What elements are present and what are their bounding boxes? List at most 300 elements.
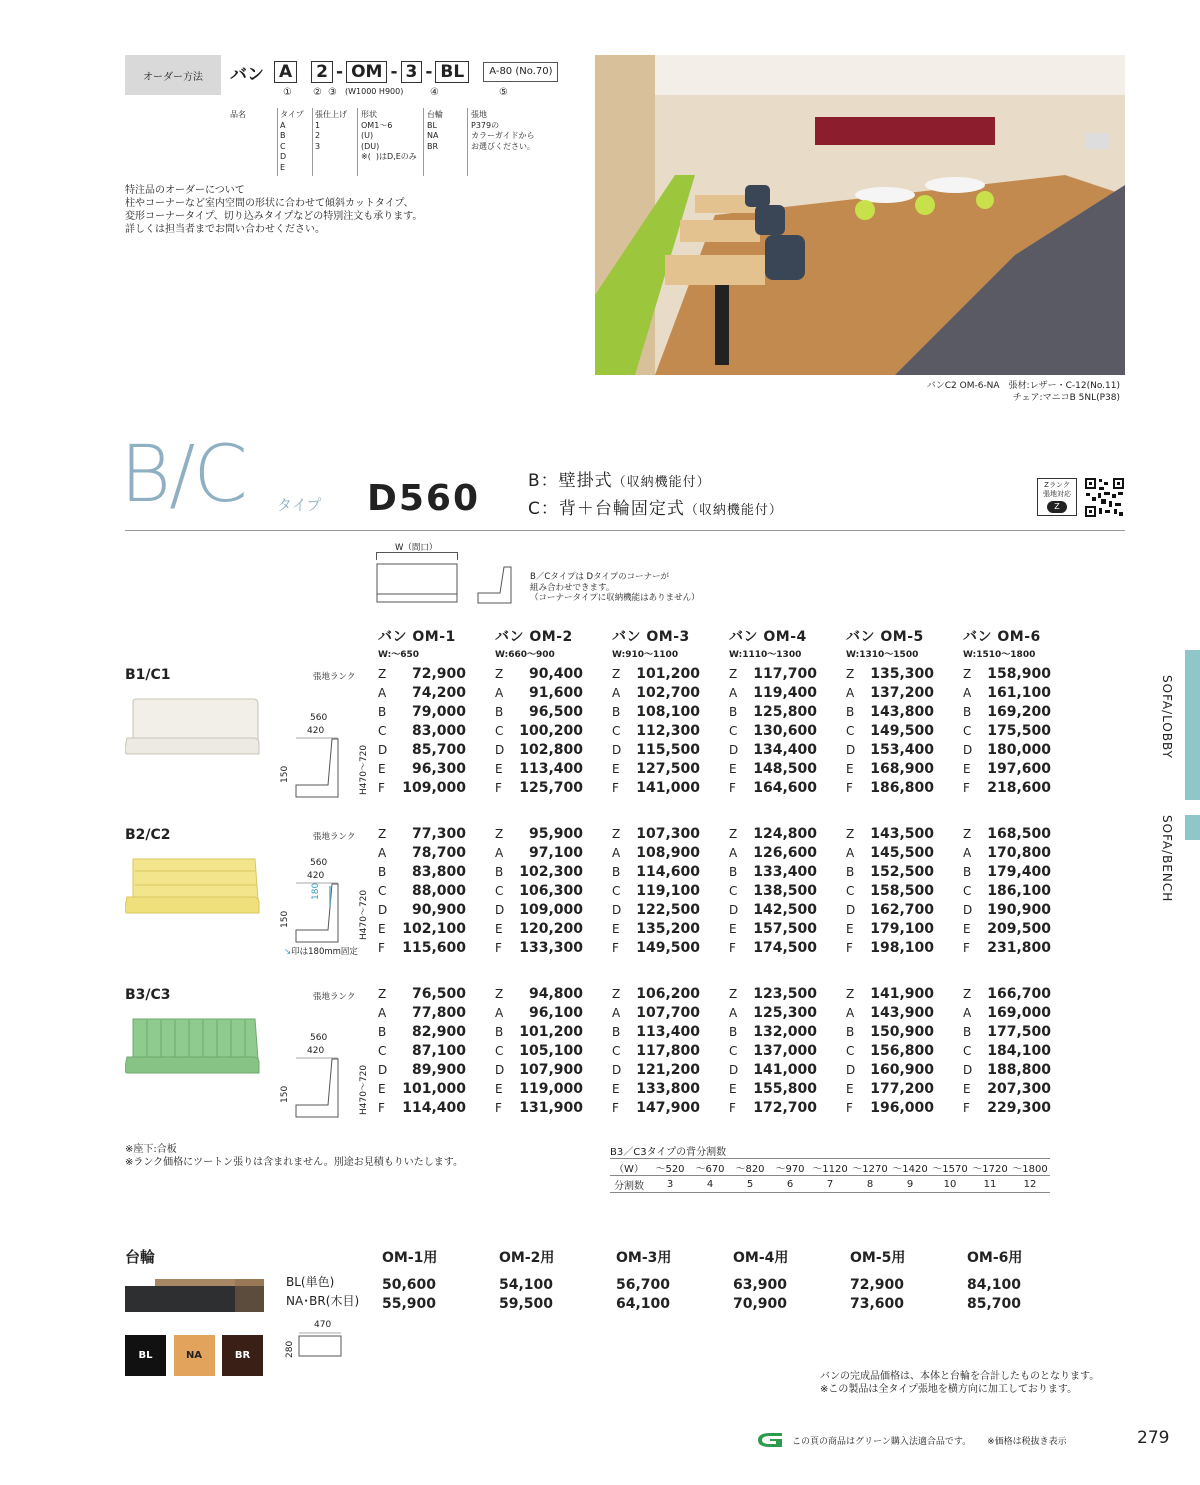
grade-letter: D [729,903,739,917]
price-value: 149,500 [636,940,700,956]
grade-letter: C [612,884,621,898]
price-value: 186,800 [870,780,934,796]
price-value: 119,100 [636,883,700,899]
grade-letter: D [495,903,505,917]
grade-letter: C [729,1044,738,1058]
order-prefix: バン [230,64,264,85]
grade-letter: F [963,1101,970,1115]
num-2: ② [313,87,322,98]
price-value: 196,000 [870,1100,934,1116]
col-fabric: 張地 P379の カラーガイドから お選びください。 [471,110,535,151]
header-divider [125,530,1125,531]
base-price: 70,900 [733,1296,788,1312]
price-column [729,985,839,1118]
price-row [495,1099,605,1118]
zrank-line-1: Zランク [1044,481,1070,489]
grade-letter: D [963,743,973,757]
price-value: 188,800 [987,1062,1051,1078]
price-value: 141,000 [753,1062,817,1078]
side-label-bench: SOFA/BENCH [1160,815,1174,903]
price-value: 198,100 [870,940,934,956]
final-note-1: バンの完成品価格は、本体と台輪を合計したものとなります。 [820,1371,1100,1382]
special-order-notes [125,184,422,236]
price-row [378,1023,488,1042]
base-price-column [733,1247,850,1314]
grade-letter: Z [495,667,504,681]
num-3: ③ [328,87,337,98]
split-width-cell: 〜1800 [1010,1159,1050,1176]
code-size: 3 [401,61,423,83]
price-value: 91,600 [528,685,583,701]
base-price-column [499,1247,616,1314]
col-type: タイプ A B C D E [280,110,304,172]
grade-letter: Z [378,827,387,841]
split-count-cell: 11 [970,1176,1010,1193]
price-value: 164,600 [753,780,817,796]
order-code: バン A 2 - OM - 3 - BL A-80 (No.70) [230,60,558,84]
grade-letter: F [612,941,619,955]
grade-letter: E [378,922,386,936]
grade-letter: C [729,724,738,738]
price-row [729,863,839,882]
price-row [963,1023,1073,1042]
price-column [378,985,488,1118]
price-value: 197,600 [987,761,1051,777]
grade-letter: A [729,686,738,700]
price-row [729,901,839,920]
price-row [846,1099,956,1118]
note-line-2: ※ランク価格にツートン張りは含まれません。別途お見積もりいたします。 [125,1157,463,1168]
price-value: 137,000 [753,1043,817,1059]
price-row [729,825,839,844]
price-value: 107,300 [636,826,700,842]
price-value: 168,500 [987,826,1051,842]
price-row [378,1099,488,1118]
col-header-om4: バン OM-4 W:1110〜1300 [729,629,807,660]
grade-letter: D [963,1063,973,1077]
price-value: 95,900 [528,826,583,842]
price-row [378,703,488,722]
price-value: 149,500 [870,723,934,739]
grade-letter: A [378,686,387,700]
price-value: 177,200 [870,1081,934,1097]
grade-letter: D [612,743,622,757]
desc-c-sub: （収納機能付） [684,503,783,518]
price-row [729,684,839,703]
grade-letter: F [846,1101,853,1115]
price-value: 117,800 [636,1043,700,1059]
col-base: 台輪 BL NA BR [427,110,443,151]
price-value: 113,400 [519,761,583,777]
base-price: 50,600 [382,1277,437,1293]
price-row [729,703,839,722]
price-row [378,985,488,1004]
col-shape: 形状 OM1〜6 (U) (DU) ※( )はD,Eのみ [361,110,417,161]
grade-letter: B [612,865,621,879]
price-row [963,665,1073,684]
split-width-cell: 〜1270 [850,1159,890,1176]
price-value: 169,200 [987,704,1051,720]
price-row [846,741,956,760]
price-row [963,722,1073,741]
price-value: 125,300 [753,1005,817,1021]
price-row [495,939,605,958]
price-row [963,1080,1073,1099]
grade-letter: D [846,743,856,757]
split-count-cell: 3 [650,1176,690,1193]
price-row [612,1004,722,1023]
grade-letter: C [495,884,504,898]
grade-letter: D [846,1063,856,1077]
price-value: 131,900 [519,1100,583,1116]
price-row [495,1023,605,1042]
grade-letter: B [495,1025,504,1039]
price-value: 77,300 [411,826,466,842]
price-column [495,825,605,958]
grade-letter: F [612,781,619,795]
special-line-2: 変形コーナータイプ、切り込みタイプなどの特別注文も承ります。 [125,211,423,222]
price-value: 96,500 [528,704,583,720]
price-value: 169,000 [987,1005,1051,1021]
grade-letter: B [729,1025,738,1039]
price-value: 97,100 [528,845,583,861]
price-value: 148,500 [753,761,817,777]
price-row [963,825,1073,844]
price-row [378,920,488,939]
price-value: 179,400 [987,864,1051,880]
price-row [378,1042,488,1061]
price-value: 83,800 [411,864,466,880]
col-header-om5: バン OM-5 W:1310〜1500 [846,629,924,660]
split-count-cell: 5 [730,1176,770,1193]
price-column [846,985,956,1118]
price-row [729,1004,839,1023]
price-value: 96,100 [528,1005,583,1021]
grade-letter: D [612,1063,622,1077]
side-tab-sofa-bench[interactable] [1185,815,1200,840]
price-value: 186,100 [987,883,1051,899]
grade-letter: Z [378,667,387,681]
col-header-om2: バン OM-2 W:660〜900 [495,629,573,660]
grade-letter: C [495,1044,504,1058]
price-row [495,844,605,863]
grade-letter: E [846,1082,854,1096]
base-price-column [850,1247,967,1314]
price-row [846,779,956,798]
price-value: 130,600 [753,723,817,739]
room-photo [595,55,1125,375]
price-row [495,1042,605,1061]
grade-letter: D [378,1063,388,1077]
price-value: 106,200 [636,986,700,1002]
price-column [846,665,956,798]
price-row [846,1004,956,1023]
grade-letter: E [612,922,620,936]
grade-letter: E [729,1082,737,1096]
price-column [963,665,1073,798]
grade-letter: A [612,686,621,700]
price-column [495,985,605,1118]
qr-code-icon[interactable] [1084,477,1125,518]
price-value: 134,400 [753,742,817,758]
price-value: 107,900 [519,1062,583,1078]
price-row [963,779,1073,798]
base-na-label: NA･BR(木目) [286,1294,360,1308]
dim-180: 180 [311,882,321,900]
grade-letter: D [495,743,505,757]
price-value: 85,700 [411,742,466,758]
base-col-header: OM-2用 [499,1250,555,1266]
grade-letter: Z [846,667,855,681]
grade-letter: D [378,743,388,757]
price-value: 90,400 [528,666,583,682]
price-value: 115,600 [402,940,466,956]
grade-letter: B [963,865,972,879]
price-row [963,760,1073,779]
grade-letter: E [612,1082,620,1096]
rank-label-2: 張地ランク [313,832,356,842]
dim-560: 560 [310,713,328,723]
price-row [612,882,722,901]
grade-letter: C [846,1044,855,1058]
grade-letter: D [378,903,388,917]
price-row [378,722,488,741]
price-value: 79,000 [411,704,466,720]
price-row [846,844,956,863]
col-hinmei: 品名 [230,110,246,119]
grade-letter: B [846,865,855,879]
price-value: 145,500 [870,845,934,861]
special-line-3: 詳しくは担当者までお問い合わせください。 [125,224,325,235]
grade-letter: D [846,903,856,917]
price-value: 87,100 [411,1043,466,1059]
base-price: 54,100 [499,1277,554,1293]
col-header-om6: バン OM-6 W:1510〜1800 [963,629,1041,660]
grade-letter: E [612,762,620,776]
num-1: ① [283,87,292,98]
price-value: 137,200 [870,685,934,701]
base-price-column [616,1247,733,1314]
grade-letter: B [495,865,504,879]
price-row [846,684,956,703]
grade-letter: F [495,1101,502,1115]
order-method-label: オーダー方法 [125,55,221,95]
grade-letter: D [729,1063,739,1077]
model-number: D560 [367,478,481,519]
split-count-cell: 9 [890,1176,930,1193]
grade-letter: F [378,781,385,795]
base-price: 55,900 [382,1296,437,1312]
grade-letter: B [612,1025,621,1039]
col-finish: 張仕上げ 1 2 3 [315,110,347,151]
note-line-1: ※座下:合板 [125,1144,177,1155]
code-finish: 2 [311,61,333,83]
split-width-cell: 〜670 [690,1159,730,1176]
price-value: 105,100 [519,1043,583,1059]
caption-line-2: チェア:マニコB 5NL(P38) [1012,393,1120,403]
footer-green-text: この頁の商品はグリーン購入法適合品です。 [792,1436,972,1447]
price-column [963,825,1073,958]
grade-letter: Z [495,827,504,841]
grade-letter: B [495,705,504,719]
price-row [612,863,722,882]
price-row [378,760,488,779]
desc-b-sub: （収納機能付） [612,475,711,490]
price-row [612,665,722,684]
price-column [378,665,488,798]
price-value: 175,500 [987,723,1051,739]
price-row [495,985,605,1004]
price-value: 113,400 [636,1024,700,1040]
split-width-cell: 〜820 [730,1159,770,1176]
price-column [729,825,839,958]
grade-letter: C [729,884,738,898]
price-row [963,741,1073,760]
side-tab-sofa-lobby[interactable] [1185,650,1200,800]
price-column [729,665,839,798]
price-value: 162,700 [870,902,934,918]
price-row [378,1004,488,1023]
price-value: 101,200 [636,666,700,682]
grade-letter: Z [729,827,738,841]
price-row [612,684,722,703]
rank-label-3: 張地ランク [313,992,356,1002]
grade-letter: A [963,1006,972,1020]
price-value: 72,900 [411,666,466,682]
grade-letter: Z [729,987,738,1001]
price-value: 135,300 [870,666,934,682]
grade-letter: Z [963,667,972,681]
price-row [612,1042,722,1061]
price-value: 133,400 [753,864,817,880]
grade-letter: D [612,903,622,917]
dim-height: H470〜720 [359,744,369,795]
price-value: 207,300 [987,1081,1051,1097]
grade-letter: E [495,762,503,776]
grade-letter: D [963,903,973,917]
price-row [378,779,488,798]
price-row [846,665,956,684]
size-note: (W1000 H900) [345,87,404,96]
price-row [495,779,605,798]
price-row [963,920,1073,939]
price-value: 152,500 [870,864,934,880]
price-row [963,985,1073,1004]
grade-letter: Z [963,827,972,841]
price-value: 138,500 [753,883,817,899]
row-label-b2c2: B2/C2 [125,827,171,843]
grade-letter: E [729,762,737,776]
price-value: 102,800 [519,742,583,758]
w-label: W（間口） [395,543,438,553]
grade-letter: E [963,762,971,776]
price-row [846,939,956,958]
price-value: 83,000 [411,723,466,739]
price-row [378,741,488,760]
grade-letter: A [495,1006,504,1020]
price-row [378,1061,488,1080]
price-value: 155,800 [753,1081,817,1097]
product-image-b3c3 [125,1017,260,1083]
split-width-cell: 〜1720 [970,1159,1010,1176]
price-value: 107,700 [636,1005,700,1021]
dim-420: 420 [307,1046,325,1056]
split-width-cell: 〜520 [650,1159,690,1176]
price-value: 88,000 [411,883,466,899]
dim-150: 150 [280,765,290,783]
product-image-b1c1 [125,698,260,764]
split-count-cell: 4 [690,1176,730,1193]
grade-letter: F [612,1101,619,1115]
price-row [963,901,1073,920]
split-width-cell: 〜1120 [810,1159,850,1176]
price-row [963,703,1073,722]
price-value: 112,300 [636,723,700,739]
price-column [612,665,722,798]
grade-letter: E [963,1082,971,1096]
price-row [729,760,839,779]
price-value: 133,300 [519,940,583,956]
price-value: 78,700 [411,845,466,861]
price-row [729,1023,839,1042]
grade-letter: Z [729,667,738,681]
price-value: 143,500 [870,826,934,842]
price-row [378,665,488,684]
price-value: 157,500 [753,921,817,937]
base-labels [286,1273,359,1311]
price-row [846,1061,956,1080]
grade-letter: B [612,705,621,719]
split-table [610,1158,1050,1193]
grade-letter: A [963,686,972,700]
zrank-line-2: 張地対応 [1043,490,1071,498]
price-row [378,825,488,844]
price-value: 77,800 [411,1005,466,1021]
price-row [729,1099,839,1118]
grade-letter: E [963,922,971,936]
grade-letter: D [495,1063,505,1077]
price-value: 89,900 [411,1062,466,1078]
price-row [846,985,956,1004]
price-row [612,939,722,958]
grade-letter: C [963,724,972,738]
code-base: BL [435,61,469,83]
price-value: 123,500 [753,986,817,1002]
price-value: 133,800 [636,1081,700,1097]
grade-letter: F [729,781,736,795]
base-price: 85,700 [967,1296,1022,1312]
price-row [846,901,956,920]
price-row [846,825,956,844]
grade-letter: Z [963,987,972,1001]
price-row [729,722,839,741]
code-type: A [274,61,297,83]
price-value: 166,700 [987,986,1051,1002]
col-header-om1: バン OM-1 W:〜650 [378,629,456,660]
num-5: ⑤ [499,87,508,98]
price-row [612,703,722,722]
price-row [963,1004,1073,1023]
price-row [612,985,722,1004]
price-row [612,779,722,798]
grade-letter: Z [846,987,855,1001]
price-row [495,920,605,939]
price-value: 141,000 [636,780,700,796]
price-value: 161,100 [987,685,1051,701]
grade-letter: F [729,1101,736,1115]
col-header-om3: バン OM-3 W:910〜1100 [612,629,690,660]
photo-caption [927,380,1120,404]
